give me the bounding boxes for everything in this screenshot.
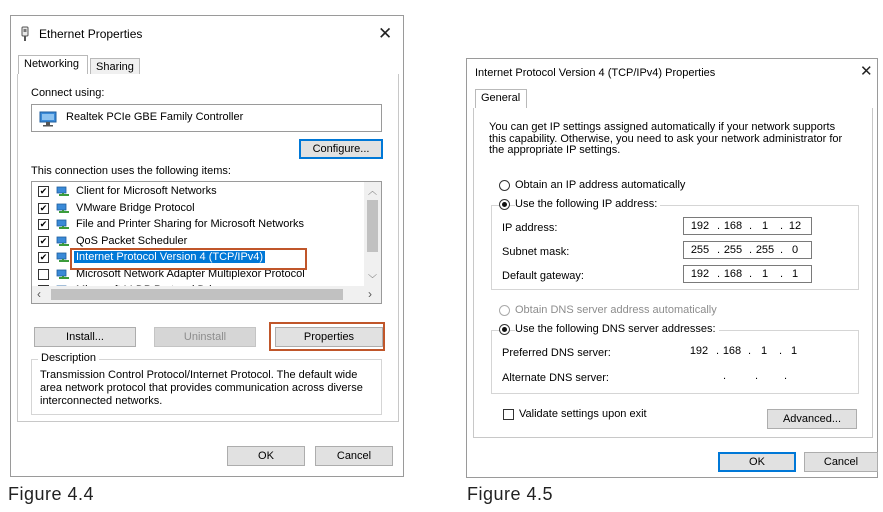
octet-dot: . <box>780 268 784 280</box>
default-gateway-input[interactable] <box>683 265 812 283</box>
octet-dot: . <box>723 370 727 382</box>
ipv4-highlight-box <box>70 248 307 270</box>
octet-dot: . <box>716 345 720 357</box>
network-component-icon <box>56 236 70 248</box>
adapter-name: Realtek PCIe GBE Family Controller <box>66 111 244 123</box>
list-item-label: Client for Microsoft Networks <box>76 185 217 197</box>
adapter-field <box>31 104 382 132</box>
preferred-dns-input[interactable] <box>683 343 812 361</box>
dialog-title: Internet Protocol Version 4 (TCP/IPv4) Properties <box>475 67 716 79</box>
octet-dot: . <box>780 220 784 232</box>
checked-checkbox[interactable]: ✔ <box>39 252 48 262</box>
scroll-left-icon[interactable]: ‹ <box>37 287 41 301</box>
network-component-icon <box>56 186 70 198</box>
tab-general[interactable]: General <box>475 89 527 109</box>
scroll-down-icon[interactable]: ﹀ <box>368 274 378 284</box>
info-text: You can get IP settings assigned automatically if your network supports this capability. Otherwise, you need to ask your network administrator for the appropriate IP settings. <box>489 121 843 156</box>
vertical-scrollbar[interactable] <box>364 182 381 286</box>
close-button[interactable]: ✕ <box>378 24 393 43</box>
tab-sharing[interactable]: Sharing <box>90 58 140 76</box>
octet-dot: . <box>755 370 759 382</box>
dialog-title: Ethernet Properties <box>39 27 143 41</box>
alternate-dns-label: Alternate DNS server: <box>502 372 609 384</box>
gateway-octet-2: 168 <box>723 268 743 280</box>
properties-highlight-box <box>269 322 385 351</box>
ethernet-properties-dialog <box>10 15 404 477</box>
octet-dot: . <box>748 345 752 357</box>
list-item-label: File and Printer Sharing for Microsoft Networks <box>76 218 305 230</box>
network-adapter-icon <box>39 111 57 127</box>
subnet-mask-label: Subnet mask: <box>502 246 570 258</box>
validate-settings-checkbox[interactable] <box>503 409 514 420</box>
octet-dot: . <box>717 220 721 232</box>
ip-address-label: IP address: <box>502 222 558 234</box>
dns-octet-3: 1 <box>760 345 768 357</box>
octet-dot: . <box>779 345 783 357</box>
ip-octet-3: 1 <box>761 220 769 232</box>
cancel-button[interactable]: Cancel <box>315 446 393 466</box>
obtain-dns-auto-radio <box>499 305 510 316</box>
list-item[interactable] <box>32 217 362 233</box>
network-component-icon <box>56 203 70 215</box>
gateway-octet-3: 1 <box>761 268 769 280</box>
validate-settings-label[interactable]: Validate settings upon exit <box>519 408 647 420</box>
close-button[interactable]: ✕ <box>860 63 873 80</box>
h-scroll-thumb[interactable] <box>51 289 343 300</box>
octet-dot: . <box>749 268 753 280</box>
figure-caption-right: Figure 4.5 <box>467 484 554 504</box>
alternate-dns-input[interactable] <box>683 368 812 386</box>
items-label: This connection uses the following items: <box>31 165 231 177</box>
obtain-ip-auto-label[interactable]: Obtain an IP address automatically <box>515 179 686 191</box>
use-following-ip-radio[interactable] <box>499 199 510 210</box>
checked-checkbox[interactable]: ✔ <box>39 219 48 229</box>
obtain-ip-auto-radio[interactable] <box>499 180 510 191</box>
general-panel <box>473 108 873 438</box>
dns-octet-4: 1 <box>790 345 798 357</box>
uninstall-button: Uninstall <box>154 327 256 347</box>
configure-button[interactable]: Configure... <box>299 139 383 159</box>
octet-dot: . <box>784 370 788 382</box>
subnet-octet-3: 255 <box>755 244 775 256</box>
description-heading: Description <box>38 352 99 364</box>
ip-address-input[interactable] <box>683 217 812 235</box>
octet-dot: . <box>749 244 753 256</box>
scroll-thumb[interactable] <box>367 200 378 252</box>
horizontal-scrollbar[interactable] <box>32 286 381 303</box>
install-button[interactable]: Install... <box>34 327 136 347</box>
dns-octet-2: 168 <box>722 345 742 357</box>
list-item-label: VMware Bridge Protocol <box>76 201 195 214</box>
networking-panel <box>17 74 399 422</box>
gateway-octet-1: 192 <box>690 268 710 280</box>
list-item-label: Internet Protocol Version 4 (TCP/IPv4) <box>76 251 264 263</box>
figure-caption-left: Figure 4.4 <box>8 484 95 504</box>
checked-checkbox[interactable]: ✔ <box>39 202 48 213</box>
use-following-dns-label[interactable]: Use the following DNS server addresses: <box>515 323 719 335</box>
components-list <box>31 181 382 304</box>
properties-button[interactable]: Properties <box>275 327 383 347</box>
list-item-label: QoS Packet Scheduler <box>76 234 188 247</box>
octet-dot: . <box>717 244 721 256</box>
octet-dot: . <box>717 268 721 280</box>
subnet-mask-input[interactable] <box>683 241 812 259</box>
ok-button[interactable]: OK <box>718 452 796 472</box>
ipv4-properties-dialog <box>466 58 878 478</box>
default-gateway-label: Default gateway: <box>502 270 584 282</box>
use-following-ip-label[interactable]: Use the following IP address: <box>515 198 660 210</box>
advanced-button[interactable]: Advanced... <box>767 409 857 429</box>
preferred-dns-label: Preferred DNS server: <box>502 347 611 359</box>
subnet-octet-2: 255 <box>723 244 743 256</box>
scroll-right-icon[interactable]: › <box>368 287 372 301</box>
list-item[interactable] <box>32 184 362 200</box>
subnet-octet-1: 255 <box>690 244 710 256</box>
use-following-dns-radio[interactable] <box>499 324 510 335</box>
components-list-items <box>32 184 362 288</box>
unchecked-checkbox[interactable] <box>38 269 49 280</box>
scroll-up-icon[interactable]: ︿ <box>368 186 378 196</box>
list-item-label: Microsoft Network Adapter Multiplexor Protocol <box>76 267 305 280</box>
octet-dot: . <box>749 220 753 232</box>
description-text: Transmission Control Protocol/Internet Protocol. The default wide area network protocol that provides communication across diverse interconnected networks. <box>40 369 363 407</box>
checked-checkbox[interactable]: ✔ <box>39 186 48 196</box>
octet-dot: . <box>780 244 784 256</box>
dns-octet-1: 192 <box>689 345 709 357</box>
connect-using-label: Connect using: <box>31 87 105 99</box>
network-adapter-title-icon <box>20 26 30 42</box>
network-component-icon <box>56 252 70 264</box>
ip-octet-1: 192 <box>690 220 710 232</box>
gateway-octet-4: 1 <box>791 268 799 280</box>
subnet-octet-4: 0 <box>791 244 799 256</box>
network-component-icon <box>56 219 70 231</box>
ip-octet-4: 12 <box>788 220 802 232</box>
obtain-dns-auto-label: Obtain DNS server address automatically <box>515 304 717 316</box>
tab-networking[interactable]: Networking <box>18 55 88 75</box>
ip-octet-2: 168 <box>723 220 743 232</box>
list-item[interactable] <box>32 201 362 217</box>
network-component-icon <box>56 269 70 281</box>
checked-checkbox[interactable]: ✔ <box>39 235 48 246</box>
cancel-button[interactable]: Cancel <box>804 452 878 472</box>
ok-button[interactable]: OK <box>227 446 305 466</box>
